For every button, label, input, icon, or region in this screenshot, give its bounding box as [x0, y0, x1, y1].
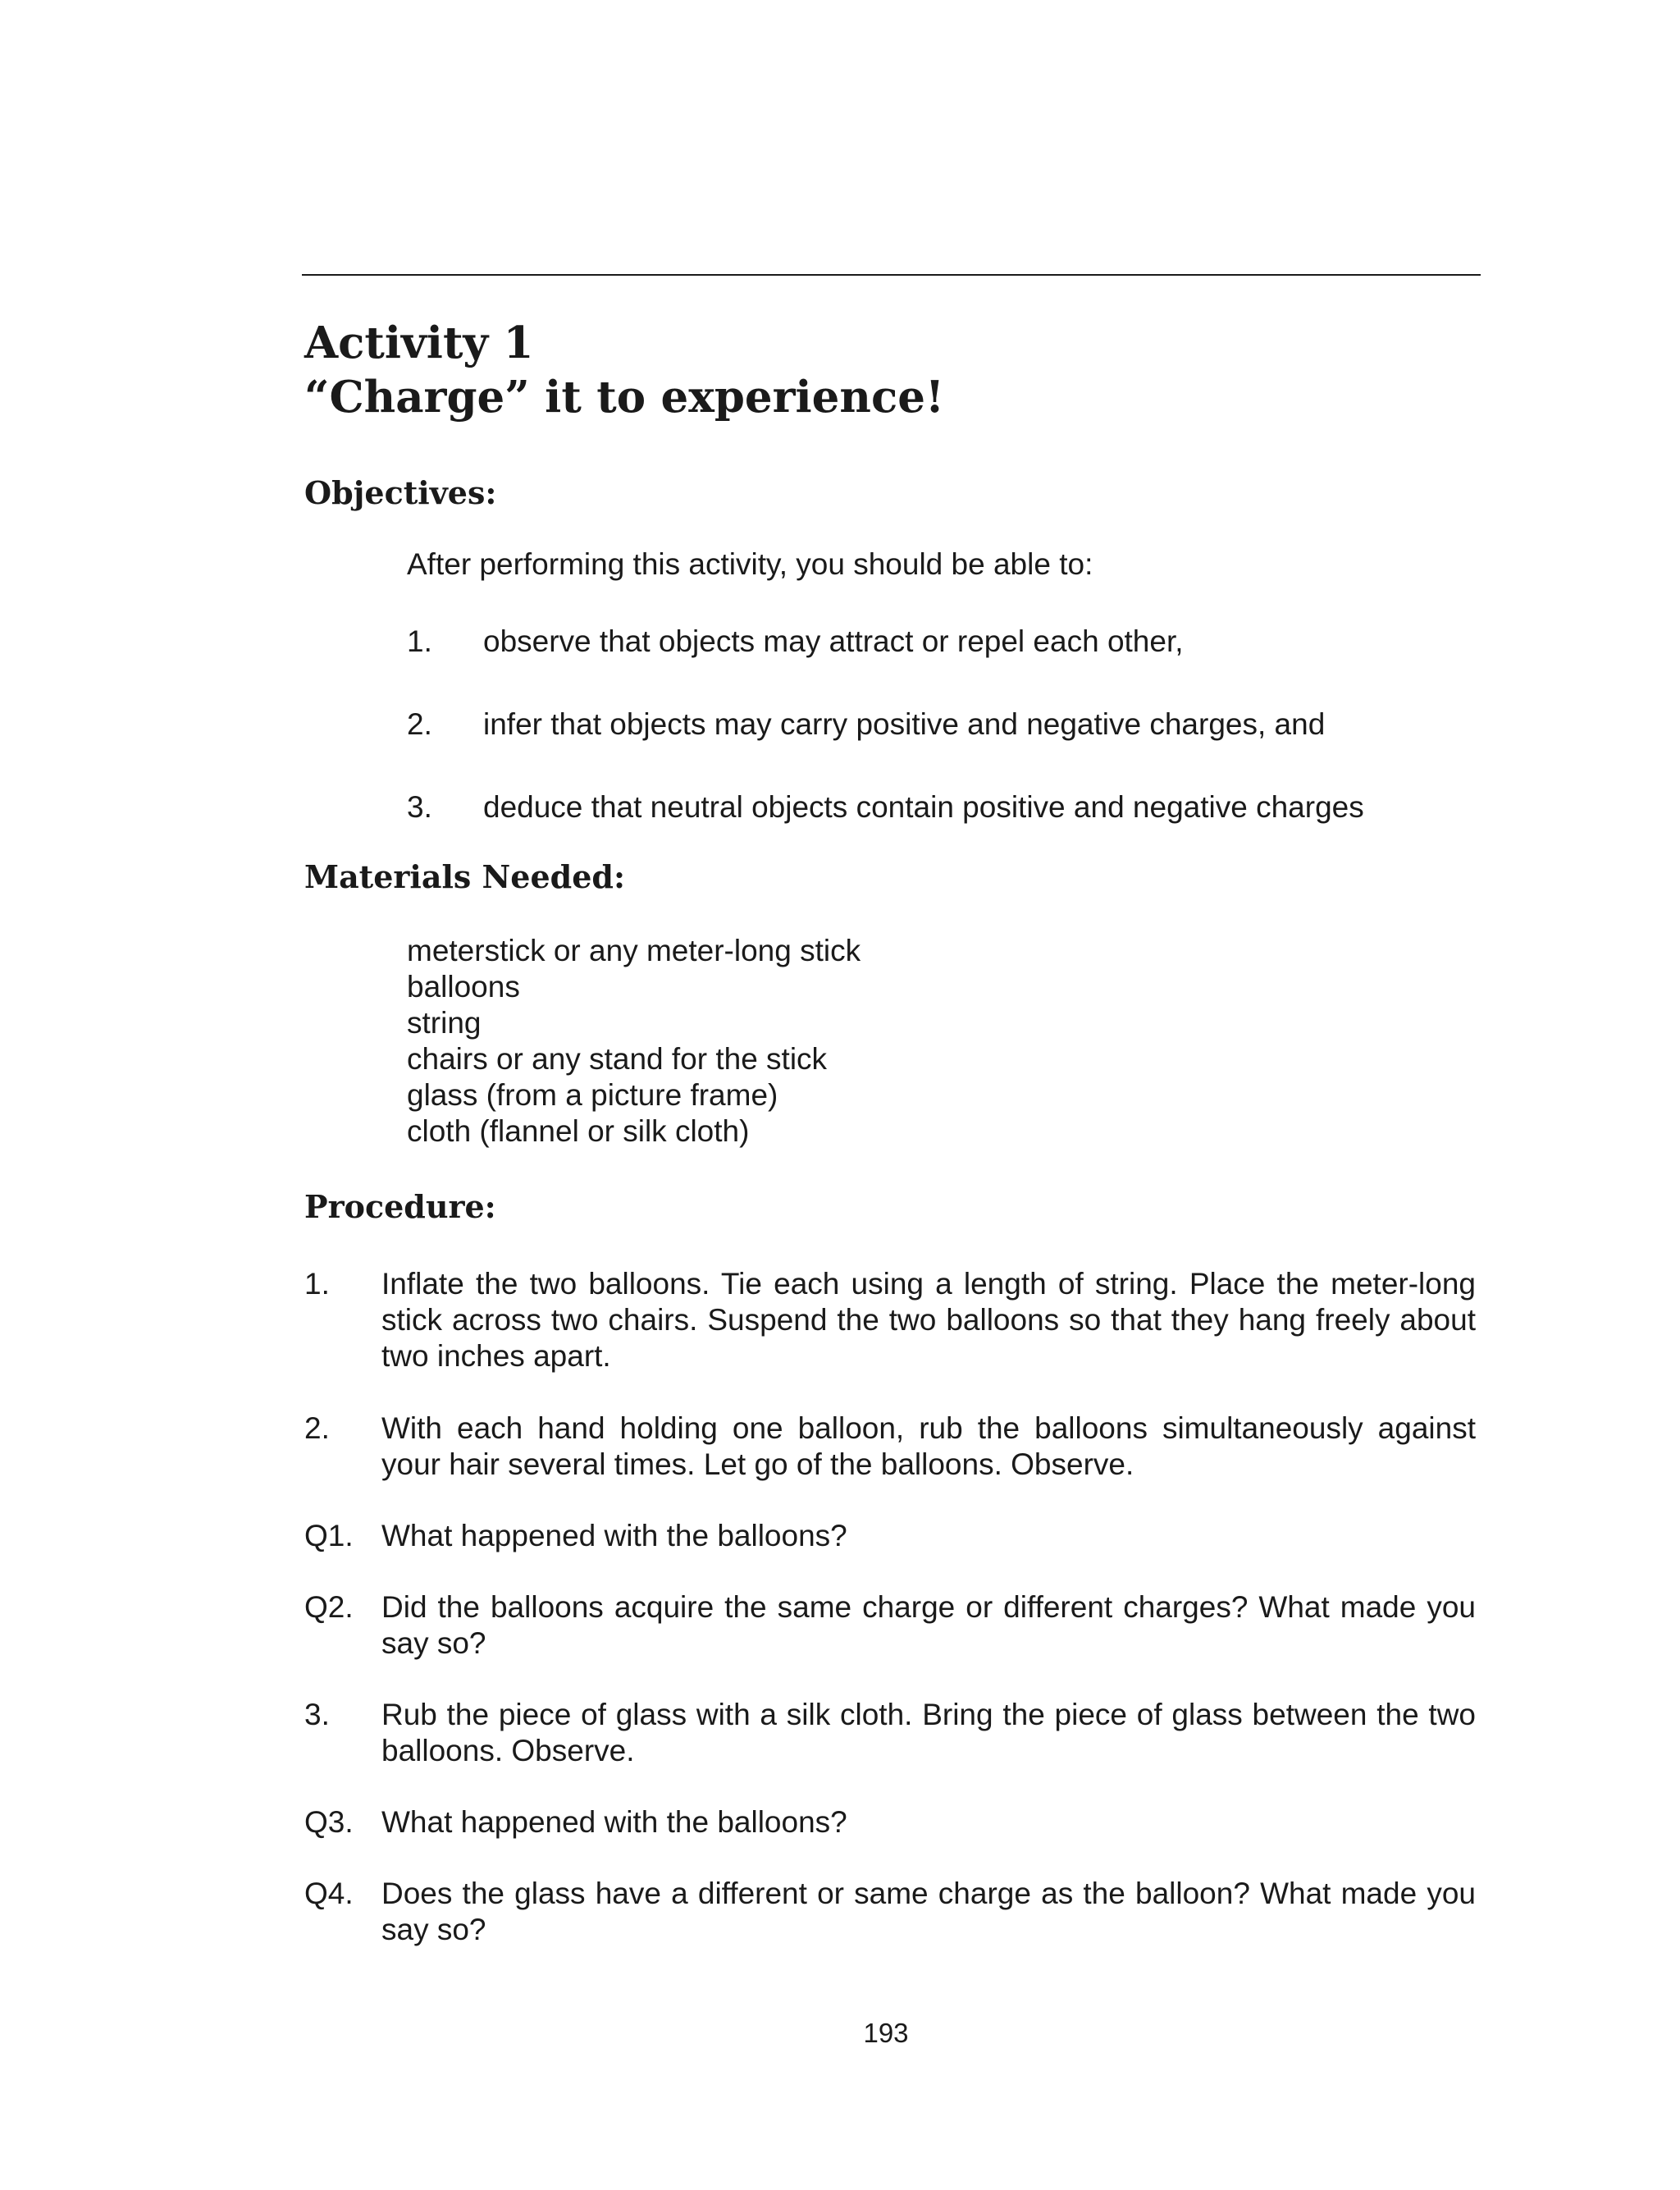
- material-item: cloth (flannel or silk cloth): [407, 1114, 750, 1148]
- procedure-step: [304, 1410, 1476, 1483]
- materials-heading: Materials Needed:: [304, 858, 625, 895]
- procedure-question: [304, 1589, 1476, 1662]
- procedure-question-number: Q2.: [304, 1590, 354, 1624]
- material-item: string: [407, 1006, 482, 1040]
- page-number: 193: [863, 2018, 909, 2048]
- procedure-question-text: Does the glass have a different or same charge as the balloon? What made you say so?: [381, 1877, 1476, 1946]
- activity-title: “Charge” it to experience!: [304, 372, 945, 423]
- objective-number: 3.: [407, 790, 432, 824]
- material-item: meterstick or any meter-long stick: [407, 934, 861, 967]
- activity-number-title: Activity 1: [304, 318, 534, 368]
- objective-item: [407, 706, 1325, 743]
- procedure-heading: Procedure:: [304, 1188, 496, 1225]
- objective-text: infer that objects may carry positive and negative charges, and: [483, 707, 1326, 741]
- procedure-step-text: Rub the piece of glass with a silk cloth. Bring the piece of glass between the two balloons. Observe.: [381, 1698, 1476, 1767]
- procedure-question-number: Q1.: [304, 1519, 354, 1552]
- procedure-step-text: With each hand holding one balloon, rub the balloons simultaneously against your hair several times. Let go of the balloons. Observe.: [381, 1411, 1476, 1481]
- material-item: chairs or any stand for the stick: [407, 1042, 828, 1076]
- procedure-question-number: Q3.: [304, 1805, 354, 1839]
- material-item: glass (from a picture frame): [407, 1078, 778, 1112]
- procedure-question-text: What happened with the balloons?: [381, 1519, 847, 1552]
- procedure-question-text: Did the balloons acquire the same charge or different charges? What made you say so?: [381, 1590, 1476, 1660]
- procedure-step-number: 1.: [304, 1267, 330, 1301]
- objectives-heading: Objectives:: [304, 474, 497, 511]
- objective-number: 1.: [407, 624, 432, 658]
- procedure-question: [304, 1804, 1476, 1840]
- objective-text: deduce that neutral objects contain positive and negative charges: [483, 790, 1364, 824]
- material-item: balloons: [407, 970, 520, 1004]
- objective-number: 2.: [407, 707, 432, 741]
- procedure-step-number: 3.: [304, 1698, 330, 1731]
- objective-item: [407, 789, 1364, 825]
- procedure-question-text: What happened with the balloons?: [381, 1805, 847, 1839]
- procedure-step-number: 2.: [304, 1411, 330, 1445]
- materials-list: [407, 933, 861, 1150]
- procedure-question: [304, 1518, 1476, 1554]
- procedure-step: [304, 1266, 1476, 1374]
- header-rule: [302, 274, 1481, 276]
- procedure-step-text: Inflate the two balloons. Tie each using a length of string. Place the meter-long stick across two chairs. Suspend the two balloons so that they hang freely about two inches apart.: [381, 1267, 1476, 1373]
- procedure-step: [304, 1697, 1476, 1769]
- procedure-question: [304, 1876, 1476, 1948]
- objectives-intro: After performing this activity, you should be able to:: [407, 547, 1093, 581]
- objective-text: observe that objects may attract or repel each other,: [483, 624, 1184, 658]
- objective-item: [407, 624, 1184, 660]
- procedure-question-number: Q4.: [304, 1877, 354, 1910]
